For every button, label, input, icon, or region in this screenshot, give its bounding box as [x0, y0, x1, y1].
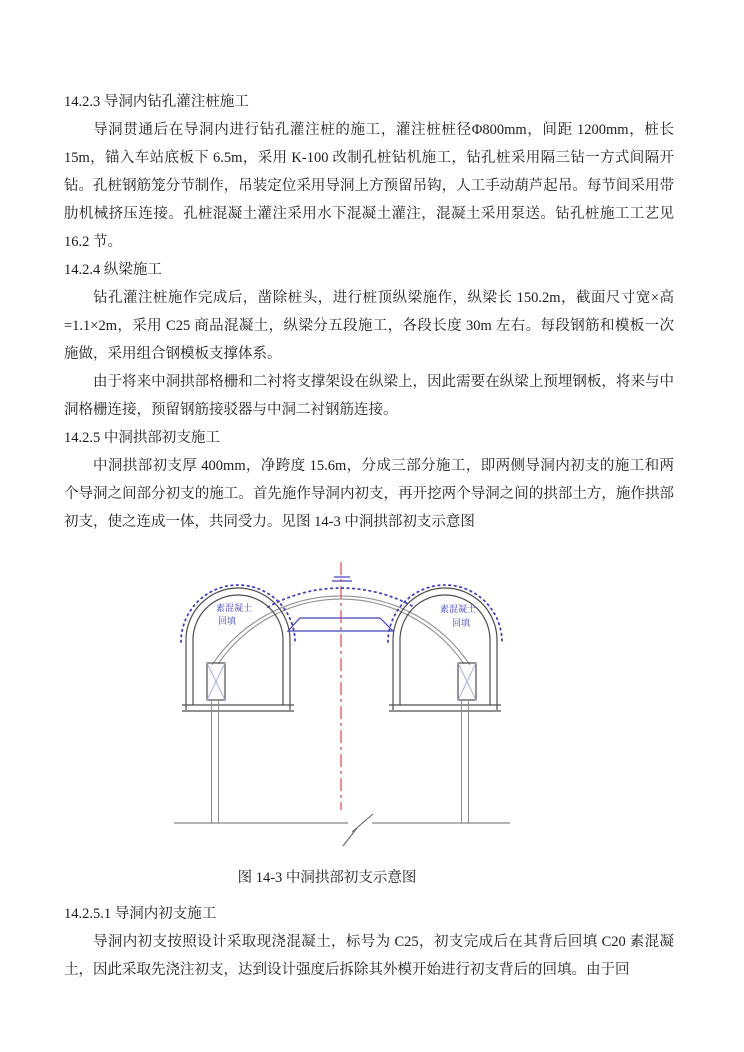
paragraph-pile-construction: 导洞贯通后在导洞内进行钻孔灌注桩的施工，灌注桩桩径Φ800mm，间距 1200mm，桩长 15m，锚入车站底板下 6.5m，采用 K-100 改制孔桩钻机施工，钻孔桩采用隔三钻一方式间隔开钻。孔桩钢筋笼分节制作，吊装定位采用导洞上方预留吊钩，人工手动葫芦起吊。每节间采用带肋机械挤压连接。孔桩混凝土灌注采用水下混凝土灌注，混凝土采用泵送。钻孔桩施工工艺见 16.2 节。 — [64, 122, 674, 250]
paragraph-arch-initial-support: 中洞拱部初支厚 400mm，净跨度 15.6m，分成三部分施工，即两侧导洞内初支的施工和两个导洞之间部分初支的施工。首先施作导洞内初支，再开挖两个导洞之间的拱部土方，施作拱部初支，使之连成一体，共同受力。见图 14-3 中洞拱部初支示意图 — [64, 458, 674, 530]
bored-piles — [212, 700, 469, 823]
right-backfill-label-line1: 素混凝土 — [440, 604, 477, 614]
figure-caption: 图 14-3 中洞拱部初支示意图 — [237, 870, 417, 886]
tunnel-cross-section-drawing — [100, 550, 644, 870]
paragraph-longitudinal-beam-2: 由于将来中洞拱部格栅和二衬将支撑架设在纵梁上，因此需要在纵梁上预埋钢板，将来与中洞格栅连接，预留钢筋接驳器与中洞二衬钢筋连接。 — [64, 374, 674, 418]
ground-line-group — [174, 814, 510, 846]
section-heading-14-2-4: 14.2.4 纵梁施工 — [64, 262, 162, 278]
paragraph-longitudinal-beam-1: 钻孔灌注桩施作完成后，凿除桩头，进行桩顶纵梁施作，纵梁长 150.2m，截面尺寸宽×高=1.1×2m，采用 C25 商品混凝土，纵梁分五段施工，各段长度 30m 左右。每段钢筋和模板一次施做，采用组合钢模板支撑体系。 — [64, 290, 674, 362]
right-backfill-label-line2: 回填 — [452, 618, 471, 628]
section-heading-14-2-5: 14.2.5 中洞拱部初支施工 — [64, 430, 220, 446]
section-heading-14-2-3: 14.2.3 导洞内钻孔灌注桩施工 — [64, 94, 249, 110]
break-symbol — [343, 814, 373, 846]
backfill-labels — [216, 602, 476, 628]
section-heading-14-2-5-1: 14.2.5.1 导洞内初支施工 — [64, 906, 217, 922]
left-backfill-label-line2: 回填 — [218, 616, 237, 626]
left-backfill-label-line1: 素混凝土 — [216, 603, 253, 613]
figure-14-3-diagram — [64, 536, 674, 864]
paragraph-pilot-tunnel-initial-support: 导洞内初支按照设计采取现浇混凝土，标号为 C25，初支完成后在其背后回填 C20 素混凝土，因此采取先浇注初支，达到设计强度后拆除其外模开始进行初支背后的回填。由于回 — [64, 934, 674, 978]
